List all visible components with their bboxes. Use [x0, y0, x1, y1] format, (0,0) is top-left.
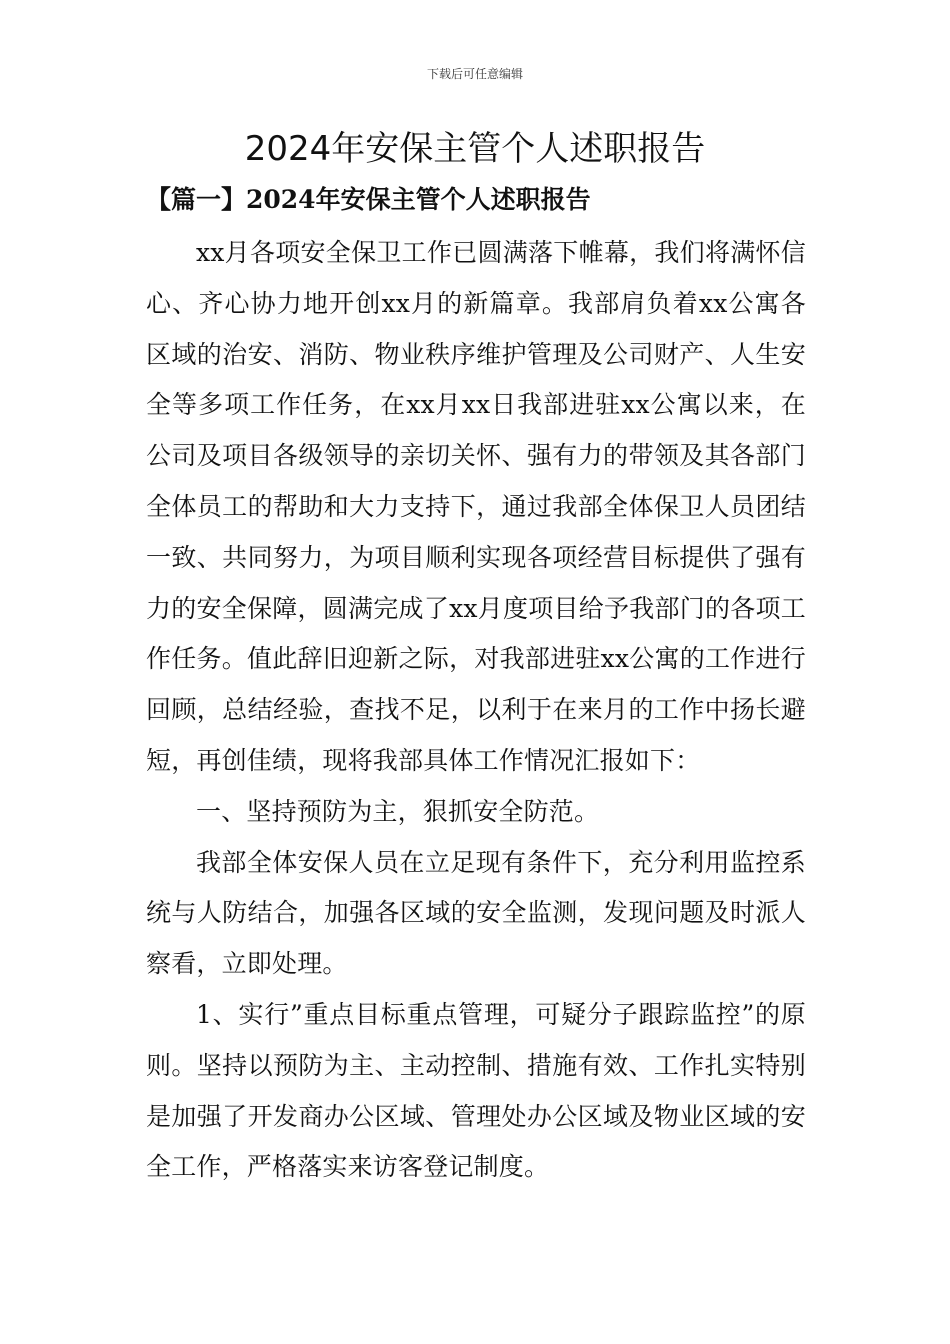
- body-text: [146, 228, 806, 1193]
- document-title: 2024年安保主管个人述职报告: [244, 129, 706, 169]
- paragraph-monitoring: 我部全体安保人员在立足现有条件下，充分利用监控系统与人防结合，加强各区域的安全监测，发现问题及时派人察看，立即处理。: [146, 847, 806, 979]
- header-note: 下载后可任意编辑: [426, 67, 523, 81]
- paragraph-intro: xx月各项安全保卫工作已圆满落下帷幕，我们将满怀信心、齐心协力地开创xx月的新篇章。我部肩负着xx公寓各区域的治安、消防、物业秩序维护管理及公司财产、人生安全等多项工作任务，在xx月xx日我部进驻xx公寓以来，在公司及项目各级领导的亲切关怀、强有力的带领及其各部门全体员工的帮助和大力支持下，通过我部全体保卫人员团结一致、共同努力，为项目顺利实现各项经营目标提供了强有力的安全保障，圆满完成了xx月度项目给予我部门的各项工作任务。值此辞旧迎新之际，对我部进驻xx公寓的工作进行回顾，总结经验，查找不足，以利于在来月的工作中扬长避短，再创佳绩，现将我部具体工作情况汇报如下：: [146, 238, 806, 775]
- section-heading: 【篇一】2024年安保主管个人述职报告: [146, 185, 591, 214]
- paragraph-principle: 1、实行”重点目标重点管理，可疑分子跟踪监控”的原则。坚持以预防为主、主动控制、措施有效、工作扎实特别是加强了开发商办公区域、管理处办公区域及物业区域的安全工作，严格落实来访客登记制度。: [146, 999, 806, 1182]
- paragraph-heading-prevention: 一、坚持预防为主，狠抓安全防范。: [196, 796, 600, 826]
